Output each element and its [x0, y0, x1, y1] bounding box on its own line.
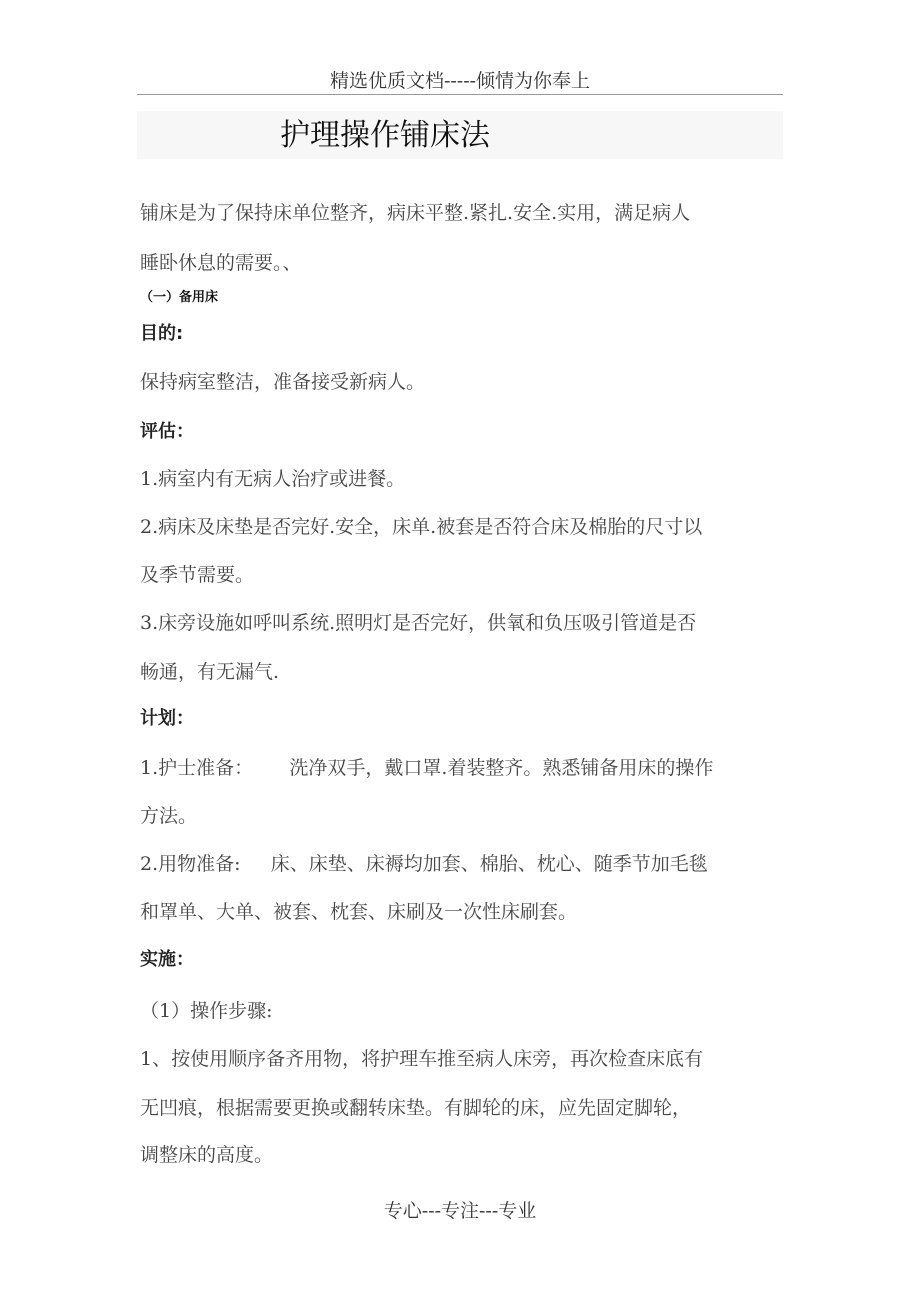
document-title: 护理操作铺床法	[280, 118, 490, 153]
paragraph-line: 1.护士准备： 洗净双手，戴口罩.着装整齐。熟悉铺备用床的操作	[140, 757, 714, 779]
header-rule	[137, 94, 783, 95]
paragraph-line: 无凹痕，根据需要更换或翻转床垫。有脚轮的床，应先固定脚轮，	[140, 1097, 692, 1119]
paragraph-line: 3.床旁设施如呼叫系统.照明灯是否完好，供氧和负压吸引管道是否	[140, 612, 697, 634]
paragraph-line: 方法。	[140, 805, 198, 827]
page-footer: 专心---专注---专业	[383, 1200, 537, 1222]
paragraph-line: 畅通，有无漏气.	[140, 661, 280, 683]
paragraph-line: 调整床的高度。	[140, 1144, 274, 1166]
paragraph-line: 及季节需要。	[140, 564, 255, 586]
paragraph-line: （1）操作步骤:	[140, 1000, 273, 1022]
subheading-purpose: 目的:	[140, 323, 184, 344]
subheading-plan: 计划：	[140, 708, 194, 729]
paragraph-line: 2.用物准备: 床、床垫、床褥均加套、棉胎、枕心、随季节加毛毯	[140, 853, 708, 875]
paragraph-line: 2.病床及床垫是否完好.安全，床单.被套是否符合床及棉胎的尺寸以	[140, 516, 703, 538]
paragraph-line: 保持病室整洁，准备接受新病人。	[140, 371, 426, 393]
section-heading: （一）备用床	[140, 290, 219, 305]
page-header: 精选优质文档-----倾情为你奉上	[329, 70, 591, 92]
paragraph-line: 1.病室内有无病人治疗或进餐。	[140, 468, 406, 490]
paragraph-line: 睡卧休息的需要。、	[140, 252, 302, 274]
subheading-implementation: 实施：	[140, 949, 194, 970]
subheading-assessment: 评估：	[140, 421, 194, 442]
paragraph-line: 铺床是为了保持床单位整齐，病床平整.紧扎.安全.实用，满足病人	[140, 202, 691, 224]
paragraph-line: 1、按使用顺序备齐用物，将护理车推至病人床旁，再次检查床底有	[140, 1048, 704, 1070]
paragraph-line: 和罩单、大单、被套、枕套、床刷及一次性床刷套。	[140, 901, 578, 923]
